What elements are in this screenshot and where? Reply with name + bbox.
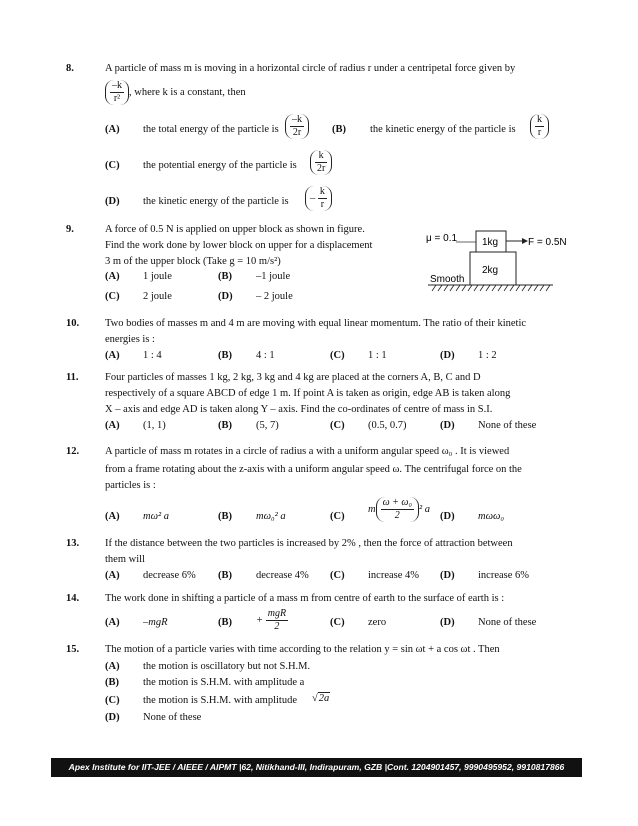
question-number: 11.: [66, 372, 79, 383]
fraction-numerator: ω + ω₀: [382, 497, 412, 508]
question-text: particles is :: [105, 480, 156, 491]
option-text: (5, 7): [256, 420, 279, 431]
option-text: decrease 4%: [256, 570, 309, 581]
fraction-numerator: k: [315, 150, 327, 163]
option-text: 4 : 1: [256, 350, 275, 361]
option-label: (D): [440, 617, 455, 628]
option-label: (C): [105, 160, 120, 171]
option-label: (A): [105, 350, 120, 361]
question-text: respectively of a square ABCD of edge 1 m. If point A is taken as origin, edge AB is taken along: [105, 388, 511, 399]
fraction-numerator: k: [319, 186, 325, 197]
fraction-numerator: mgR: [267, 608, 287, 619]
option-label: (B): [332, 124, 346, 135]
option-label: (B): [218, 350, 232, 361]
option-text: 1 : 1: [368, 350, 387, 361]
question-text: Find the work done by lower block on upper for a displacement: [105, 240, 373, 251]
option-text: zero: [368, 617, 387, 628]
blocks-figure: [418, 225, 568, 300]
option-label: (A): [105, 271, 120, 282]
option-text: increase 4%: [368, 570, 420, 581]
question-number: 9.: [66, 224, 74, 235]
option-fraction: [305, 186, 332, 211]
sqrt-radicand: 2a: [318, 693, 330, 704]
option-text: – 2 joule: [256, 291, 293, 302]
minus-sign: –: [310, 192, 316, 204]
question-number: 12.: [66, 446, 80, 457]
option-label: (B): [105, 677, 119, 688]
bottom-block-label: 2kg: [482, 265, 499, 276]
fraction-denominator: 2r: [292, 127, 302, 138]
force-expression: [105, 80, 246, 105]
option-text: the motion is S.H.M. with amplitude: [143, 695, 297, 706]
option-label: (B): [218, 271, 232, 282]
fraction-denominator: 2: [274, 621, 280, 632]
option-label: (C): [105, 291, 120, 302]
option-text: 1 : 4: [143, 350, 162, 361]
option-label: (D): [440, 570, 455, 581]
option-expression: [256, 608, 288, 633]
question-text: Four particles of masses 1 kg, 2 kg, 3 kg and 4 kg are placed at the corners A, B, C and D: [105, 372, 481, 383]
option-text: 1 : 2: [478, 350, 497, 361]
question-text: from a frame rotating about the z-axis with a uniform angular speed ω. The centrifugal force on the: [105, 464, 522, 475]
option-text: 1 joule: [143, 271, 172, 282]
ground-hatching: [432, 285, 550, 291]
question-text: them will: [105, 554, 145, 565]
option-label: (B): [218, 570, 232, 581]
option-text: the total energy of the particle is: [143, 124, 279, 135]
question-text: The work done in shifting a particle of a mass m from centre of earth to the surface of earth is :: [105, 593, 505, 604]
option-text: the potential energy of the particle is: [143, 160, 297, 171]
option-text: None of these: [478, 617, 537, 628]
friction-label: μ = 0.1: [426, 233, 458, 244]
option-fraction: [285, 114, 309, 139]
option-label: (C): [330, 350, 345, 361]
option-text: the kinetic energy of the particle is: [370, 124, 516, 135]
footer-banner: Apex Institute for IIT-JEE / AIEEE / AIPMT |62, Nitikhand-III, Indirapuram, GZB |Cont. 1204901457, 9990495952, 9910817866: [51, 758, 582, 777]
option-label: (B): [218, 511, 232, 522]
option-label: (A): [105, 420, 120, 431]
question-number: 15.: [66, 644, 80, 655]
option-text: None of these: [478, 420, 537, 431]
question-number: 13.: [66, 538, 80, 549]
option-label: (D): [440, 350, 455, 361]
question-text: A particle of mass m is moving in a horizontal circle of radius r under a centripetal force given by: [105, 63, 516, 74]
option-label: (B): [218, 617, 232, 628]
option-fraction: [310, 150, 332, 175]
force-label: F = 0.5N: [528, 237, 567, 248]
option-expression: [368, 497, 430, 522]
option-text: 2 joule: [143, 291, 172, 302]
option-label: (D): [440, 511, 455, 522]
option-text: the motion is S.H.M. with amplitude a: [143, 677, 305, 688]
mass-symbol: m: [368, 503, 376, 515]
option-label: (A): [105, 570, 120, 581]
plus-sign: +: [256, 614, 264, 626]
option-label: (C): [330, 570, 345, 581]
option-text: (0.5, 0.7): [368, 420, 407, 431]
top-block-label: 1kg: [482, 237, 499, 248]
question-text: , where k is a constant, then: [129, 86, 246, 98]
option-text: the motion is oscillatory but not S.H.M.: [143, 661, 311, 672]
option-text: mωω₀: [478, 511, 505, 522]
option-text: (1, 1): [143, 420, 166, 431]
question-number: 14.: [66, 593, 80, 604]
fraction-numerator: –k: [112, 80, 122, 91]
fraction-denominator: 2: [394, 510, 400, 521]
surface-label: Smooth: [430, 274, 465, 285]
fraction-denominator: 2r: [317, 163, 326, 174]
option-text: –1 joule: [256, 271, 291, 282]
option-label: (A): [105, 617, 120, 628]
option-label: (C): [330, 617, 345, 628]
option-text: None of these: [143, 712, 202, 723]
expression-suffix: ² a: [418, 503, 430, 515]
fraction-denominator: r²: [113, 93, 121, 104]
question-text: A force of 0.5 N is applied on upper block as shown in figure.: [105, 224, 365, 235]
fraction-denominator: r: [537, 127, 542, 138]
sqrt-icon: √: [312, 693, 318, 704]
option-text: increase 6%: [478, 570, 530, 581]
option-label: (D): [218, 291, 233, 302]
question-text: If the distance between the two particles is increased by 2% , then the force of attraction between: [105, 538, 513, 549]
option-text: the kinetic energy of the particle is: [143, 196, 289, 207]
option-label: (D): [440, 420, 455, 431]
sqrt-expression: [312, 693, 330, 704]
question-number: 8.: [66, 63, 74, 74]
fraction-numerator: k: [537, 114, 542, 125]
option-label: (B): [218, 420, 232, 431]
option-text: mω² a: [143, 511, 170, 522]
question-text: The motion of a particle varies with time according to the relation y = sin ωt + a cos ωt . Then: [105, 644, 500, 655]
option-fraction: [530, 114, 549, 139]
question-text: A particle of mass m rotates in a circle of radius a with a uniform angular speed ω₀ . It is viewed: [105, 446, 510, 457]
option-label: (A): [105, 661, 120, 672]
fraction-numerator: –k: [292, 114, 302, 125]
question-number: 10.: [66, 318, 80, 329]
option-label: (D): [105, 712, 120, 723]
question-text: Two bodies of masses m and 4 m are moving with equal linear momentum. The ratio of their kinetic: [105, 318, 527, 329]
option-text: decrease 6%: [143, 570, 196, 581]
option-text: mω₀² a: [256, 511, 286, 522]
option-label: (D): [105, 196, 120, 207]
option-label: (A): [105, 124, 120, 135]
question-text: 3 m of the upper block (Take g = 10 m/s²): [105, 256, 281, 267]
option-label: (A): [105, 511, 120, 522]
question-text: X – axis and edge AD is taken along Y – axis. Find the co-ordinates of centre of mass in S.I.: [105, 404, 493, 415]
option-label: (C): [105, 695, 120, 706]
option-text: –mgR: [143, 617, 168, 628]
fraction-denominator: r: [320, 199, 325, 210]
question-text: energies is :: [105, 334, 155, 345]
option-label: (C): [330, 511, 345, 522]
option-label: (C): [330, 420, 345, 431]
